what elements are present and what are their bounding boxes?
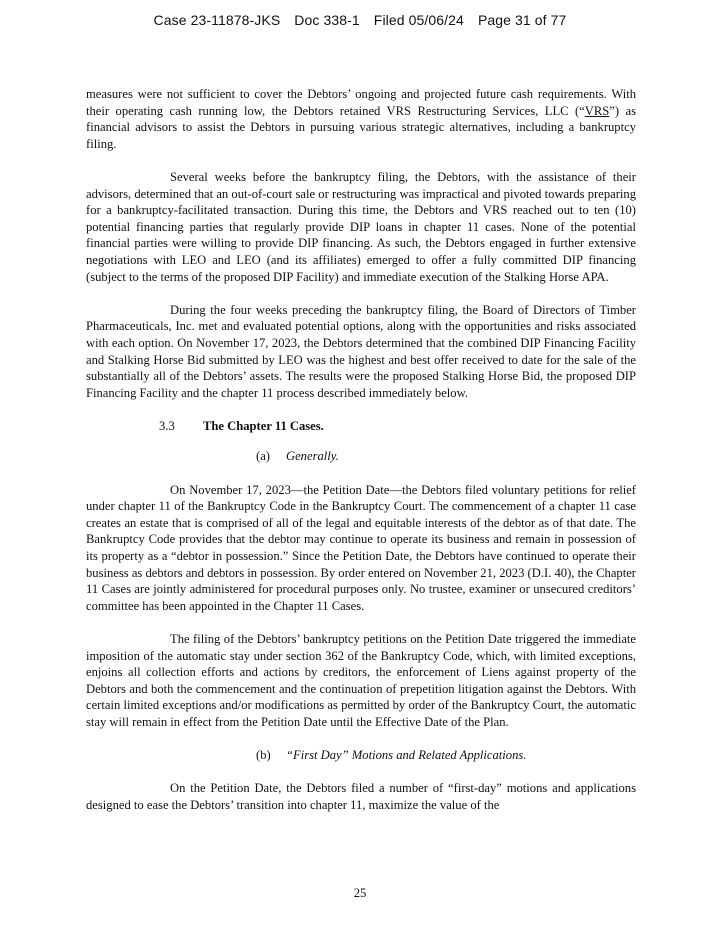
section-number: 3.3 <box>159 418 175 433</box>
section-heading-3-3 <box>86 418 636 435</box>
filed-date: Filed 05/06/24 <box>373 12 464 28</box>
paragraph-pre-filing: Several weeks before the bankruptcy filing, the Debtors, with the assistance of their advisors, determined that an out-of-court sale or restructuring was impractical and pivoted towards preparing for a bankruptcy-facilitated transaction. During this time, the Debtors and VRS reached out to ten (10) potential financing parties that regularly provide DIP loans in chapter 11 cases. None of the potential financial parties were willing to provide DIP financing. As such, the Debtors engaged in further extensive negotiations with LEO and LEO (and its affiliates) emerged to offer a fully committed DIP financing (subject to the terms of the proposed DIP Facility) and immediate execution of the Stalking Horse APA. <box>86 169 636 284</box>
paragraph-first-day-motions: On the Petition Date, the Debtors filed a number of “first-day” motions and applications designed to ease the Debtors’ transition into chapter 11, maximize the value of the <box>86 781 636 812</box>
page-number: 25 <box>353 886 367 900</box>
doc-number: Doc 338-1 <box>294 12 360 28</box>
subsection-title: “First Day” Motions and Related Applications. <box>286 748 527 763</box>
defined-term-vrs: VRS <box>584 103 610 118</box>
paragraph-petition-date: On November 17, 2023—the Petition Date—the Debtors filed voluntary petitions for relief under chapter 11 of the Bankruptcy Code in the Bankruptcy Court. The commencement of a chapter 11 case creates an estate that is comprised of all of the legal and equitable interests of the debtor as of that date. The Bankruptcy Code provides that the debtor may continue to operate its business and remain in possession of its property as a “debtor in possession.” Since the Petition Date, the Debtors have continued to operate their business as debtors and debtors in possession. By order entered on November 21, 2023 (D.I. 40), the Chapter 11 Cases are jointly administered for procedural purposes only. No trustee, examiner or unsecured creditors’ committee has been appointed in the Chapter 11 Cases. <box>86 482 636 613</box>
section-title: The Chapter 11 Cases. <box>203 418 324 433</box>
subsection-label: (a) <box>256 449 270 464</box>
paragraph-board-evaluation: During the four weeks preceding the bankruptcy filing, the Board of Directors of Timber Pharmaceuticals, Inc. met and evaluated potential options, along with the opportunities and risks associated with each option. On November 17, 2023, the Debtors determined that the combined DIP Financing Facility and Stalking Horse Bid submitted by LEO was the highest and best offer received to date for the sale of the substantially all of the Debtors’ assets. The results were the proposed Stalking Horse Bid, the proposed DIP Financing Facility and the chapter 11 process described immediately below. <box>86 302 636 400</box>
paragraph-vrs: measures were not sufficient to cover the Debtors’ ongoing and projected future cash requirements. With their operating cash running low, the Debtors retained VRS Restructuring Services, LLC (“VRS”) as financial advisors to assist the Debtors in pursuing various strategic alternatives, including a bankruptcy filing. <box>86 87 636 151</box>
subsection-heading-b <box>86 747 636 764</box>
document-body <box>86 86 636 830</box>
case-header <box>0 12 720 28</box>
subsection-heading-a <box>86 448 636 465</box>
paragraph-automatic-stay: The filing of the Debtors’ bankruptcy petitions on the Petition Date triggered the immediate imposition of the automatic stay under section 362 of the Bankruptcy Code, which, with limited exceptions, enjoins all collection efforts and actions by creditors, the enforcement of Liens against property of the Debtors and both the commencement and the continuation of prepetition litigation against the Debtors. With certain limited exceptions and/or modifications as permitted by order of the Bankruptcy Court, the automatic stay will remain in effect from the Petition Date until the Effective Date of the Plan. <box>86 632 636 729</box>
page-count: Page 31 of 77 <box>477 12 567 28</box>
subsection-title: Generally. <box>286 449 339 464</box>
subsection-label: (b) <box>256 748 271 763</box>
case-number: Case 23-11878-JKS <box>153 12 281 28</box>
